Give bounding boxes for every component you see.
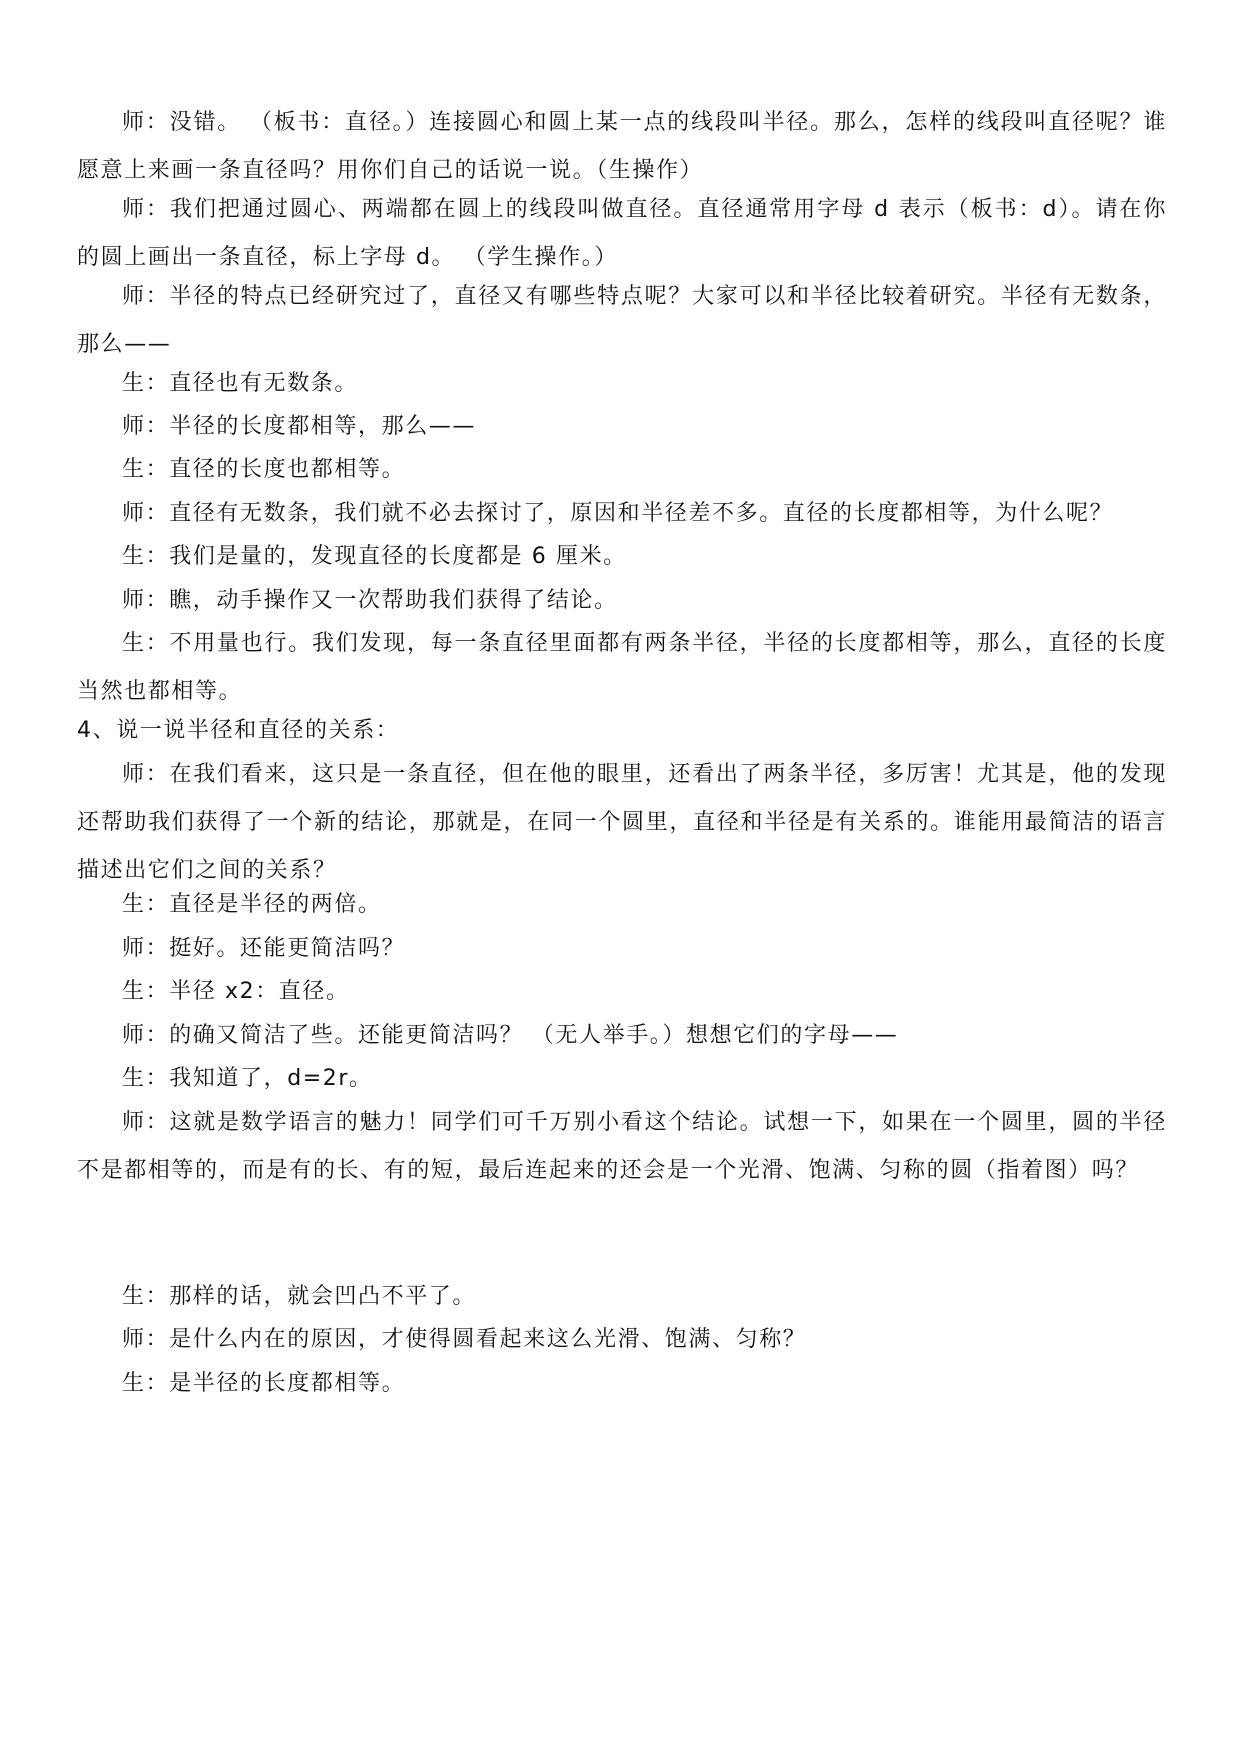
paragraph-student-diameter-equal: 生：直径的长度也都相等。	[122, 457, 406, 482]
paragraph-teacher-two-radii: 师：在我们看来，这只是一条直径，但在他的眼里，还看出了两条半径，多厉害！尤其是，他的发现还帮助我们获得了一个新的结论，那就是，在同一个圆里，直径和半径是有关系的。谁能用最简洁的语言描述出它们之间的关系？	[77, 762, 1167, 883]
paragraph-teacher-inner-reason: 师：是什么内在的原因，才使得圆看起来这么光滑、饱满、匀称？	[122, 1327, 807, 1352]
paragraph-teacher-letters: 师：的确又简洁了些。还能更简洁吗？ （无人举手。）想想它们的字母——	[122, 1023, 899, 1048]
paragraph-student-infinite-diameters: 生：直径也有无数条。	[122, 371, 359, 396]
paragraph-student-measured: 生：我们是量的，发现直径的长度都是 6 厘米。	[122, 544, 627, 569]
paragraph-student-twice: 生：直径是半径的两倍。	[122, 892, 382, 917]
paragraph-student-formula: 生：我知道了，d=2r。	[122, 1066, 373, 1091]
paragraph-teacher-radius-equal: 师：半径的长度都相等，那么——	[122, 414, 477, 439]
paragraph-teacher-radius-definition: 师：没错。 （板书：直径。）连接圆心和圆上某一点的线段叫半径。那么，怎样的线段叫直径呢？谁愿意上来画一条直径吗？用你们自己的话说一说。（生操作）	[77, 110, 1167, 183]
paragraph-student-no-measure: 生：不用量也行。我们发现，每一条直径里面都有两条半径，半径的长度都相等，那么，直径的长度当然也都相等。	[77, 631, 1167, 704]
section-heading-relationship: 4、说一说半径和直径的关系：	[77, 718, 400, 743]
paragraph-student-radius-x2: 生：半径 x2：直径。	[122, 979, 350, 1004]
paragraph-student-radius-equal: 生：是半径的长度都相等。	[122, 1371, 406, 1396]
paragraph-teacher-conclusion: 师：瞧，动手操作又一次帮助我们获得了结论。	[122, 588, 618, 613]
paragraph-teacher-math-language: 师：这就是数学语言的魅力！同学们可千万别小看这个结论。试想一下，如果在一个圆里，圆的半径不是都相等的，而是有的长、有的短，最后连起来的还会是一个光滑、饱满、匀称的圆（指着图）吗？	[77, 1110, 1167, 1183]
paragraph-teacher-diameter-features: 师：半径的特点已经研究过了，直径又有哪些特点呢？大家可以和半径比较着研究。半径有无数条，那么——	[77, 284, 1167, 357]
paragraph-teacher-diameter-definition: 师：我们把通过圆心、两端都在圆上的线段叫做直径。直径通常用字母 d 表示（板书：d）。请在你的圆上画出一条直径，标上字母 d。 （学生操作。）	[77, 197, 1167, 270]
paragraph-teacher-why: 师：直径有无数条，我们就不必去探讨了，原因和半径差不多。直径的长度都相等，为什么呢？	[122, 501, 1114, 526]
paragraph-teacher-more-concise: 师：挺好。还能更简洁吗？	[122, 936, 406, 961]
paragraph-student-uneven: 生：那样的话，就会凹凸不平了。	[122, 1284, 477, 1309]
